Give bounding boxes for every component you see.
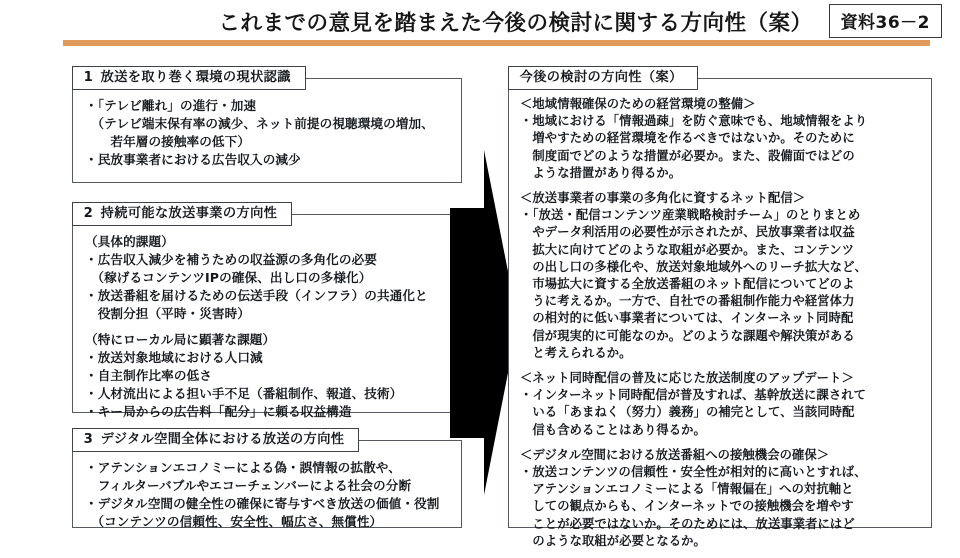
panel-1-header <box>72 66 306 90</box>
direction-group <box>520 96 922 182</box>
direction-heading: ＜ネット同時配信の普及に応じた放送制度のアップデート＞ <box>520 371 854 386</box>
panel-future-directions <box>508 70 932 548</box>
panel-1-line: ・民放事業者における広告収入の減少 <box>85 151 301 167</box>
panel-current-situation <box>72 70 462 183</box>
panel-1-line: （テレビ端末保有率の減少、ネット前提の視聴環境の増加、 <box>85 115 434 131</box>
direction-line: 市場拡大に資する全放送番組のネット配信についてどのよ <box>520 277 855 292</box>
panel-2-number: 2 <box>83 206 94 221</box>
panel-3-header <box>72 428 360 452</box>
panel-1-number: 1 <box>83 70 94 85</box>
direction-heading: ＜地域情報確保のための経営環境の整備＞ <box>520 97 756 111</box>
panel-2-line: ・広告収入減少を補うための収益源の多角化の必要 <box>85 251 377 267</box>
direction-line: アテンションエコノミーによる「情報偏在」への対抗軸と <box>520 482 854 497</box>
direction-line: 増やすための経営環境を作るべきではないか。そのために <box>520 131 855 146</box>
panel-2-line: ・放送番組を届けるための伝送手段（インフラ）の共通化と <box>85 287 428 303</box>
panel-2-header <box>72 202 293 226</box>
panel-2-spacer <box>85 322 451 331</box>
panel-3-line: フィルターバブルやエコーチェンバーによる社会の分断 <box>85 477 412 493</box>
direction-heading: ＜放送事業者の事業の多角化に資するネット配信＞ <box>520 191 806 206</box>
direction-line: ことが必要ではないか。そのためには、放送事業者にはど <box>520 516 855 531</box>
panel-1-line: 若年層の接触率の低下） <box>85 133 251 149</box>
panel-2-line: （特にローカル局に顕著な課題） <box>85 332 276 348</box>
direction-line: ・地域における「情報過疎」を防ぐ意味でも、地域情報をより <box>520 114 868 129</box>
direction-line: うに考えるか。一方で、自社での番組制作能力や経営体力 <box>520 294 855 309</box>
header-accent-bar <box>63 40 930 46</box>
right-panel-header <box>508 66 698 90</box>
direction-line: の相対的に低い事業者については、インターネット同時配 <box>520 311 854 326</box>
direction-line: 制度面でどのような措置が必要か。また、設備面ではどの <box>520 148 855 163</box>
panel-3-title: デジタル空間全体における放送の方向性 <box>100 432 345 447</box>
panel-2-body <box>73 215 461 429</box>
panel-1-title: 放送を取り巻く環境の現状認識 <box>100 70 291 85</box>
panel-1-line: ・「テレビ離れ」の進行・加速 <box>85 98 257 113</box>
direction-line: 拡大に向けてどのような取組が必要か。また、コンテンツ <box>520 242 855 257</box>
direction-line: しての観点からも、インターネットでの接触機会を増やす <box>520 499 854 514</box>
panel-3-number: 3 <box>83 432 94 447</box>
page-title: これまでの意見を踏まえた今後の検討に関する方向性（案） <box>218 10 813 36</box>
direction-line: ・放送コンテンツの信頼性・安全性が相対的に高いとすれば、 <box>520 465 867 480</box>
direction-heading: ＜デジタル空間における放送番組への接触機会の確保＞ <box>520 447 830 462</box>
direction-line: の出し口の多様化や、放送対象地域外へのリーチ拡大など、 <box>520 259 867 274</box>
panel-1-body <box>73 79 461 177</box>
right-panel-title: 今後の検討の方向性（案） <box>519 70 683 85</box>
panel-2-line: ・人材流出による担い手不足（番組制作、報道、技術） <box>85 386 403 401</box>
panel-2-line: （稼げるコンテンツIPの確保、出し口の多様化） <box>85 269 372 285</box>
title-row <box>0 4 960 38</box>
direction-line: ・「放送・配信コンテンツ産業戦略検討チーム」のとりまとめ <box>520 208 861 223</box>
panel-2-line: ・キー局からの広告料「配分」に頼る収益構造 <box>85 403 352 419</box>
direction-line: と考えられるか。 <box>520 345 632 360</box>
direction-group <box>520 370 922 439</box>
direction-line: 信も含めることはあり得るか。 <box>520 422 706 437</box>
panel-2-line: （具体的課題） <box>85 234 174 249</box>
panel-3-line: ・デジタル空間の健全性の確保に寄与すべき放送の価値・役割 <box>85 495 440 511</box>
direction-line: やデータ利活用の必要性が示されたが、民放事業者は収益 <box>520 225 855 240</box>
direction-line: いる「あまねく（努力）義務」の補完として、当該同時配 <box>520 405 855 420</box>
direction-line: ・インターネット同時配信が普及すれば、基幹放送に課されて <box>520 388 867 403</box>
direction-group <box>520 190 922 362</box>
panel-3-line: （コンテンツの信頼性、安全性、幅広さ、無償性） <box>85 513 383 529</box>
slide-header <box>0 0 960 48</box>
panel-3-body <box>73 441 461 539</box>
panel-2-line: ・放送対象地域における人口減 <box>85 350 263 366</box>
direction-group <box>520 447 922 550</box>
direction-line: ような措置があり得るか。 <box>520 165 682 180</box>
panel-2-line: ・自主制作比率の低さ <box>85 368 212 384</box>
panel-2-line: 役割分担（平時・災害時） <box>85 305 251 321</box>
panel-digital-space <box>72 432 462 529</box>
direction-line: 信が現実的に可能なのか。どのような課題や解決策がある <box>520 328 855 343</box>
document-code-badge: 資料36－2 <box>829 4 943 38</box>
right-panel-body <box>509 79 931 558</box>
direction-line: のような取組が必要となるか。 <box>520 533 706 548</box>
panel-2-title: 持続可能な放送事業の方向性 <box>100 206 278 221</box>
panel-3-line: ・アテンションエコノミーによる偽・誤情報の拡散や、 <box>85 460 401 475</box>
panel-sustainable-broadcasting <box>72 206 462 419</box>
